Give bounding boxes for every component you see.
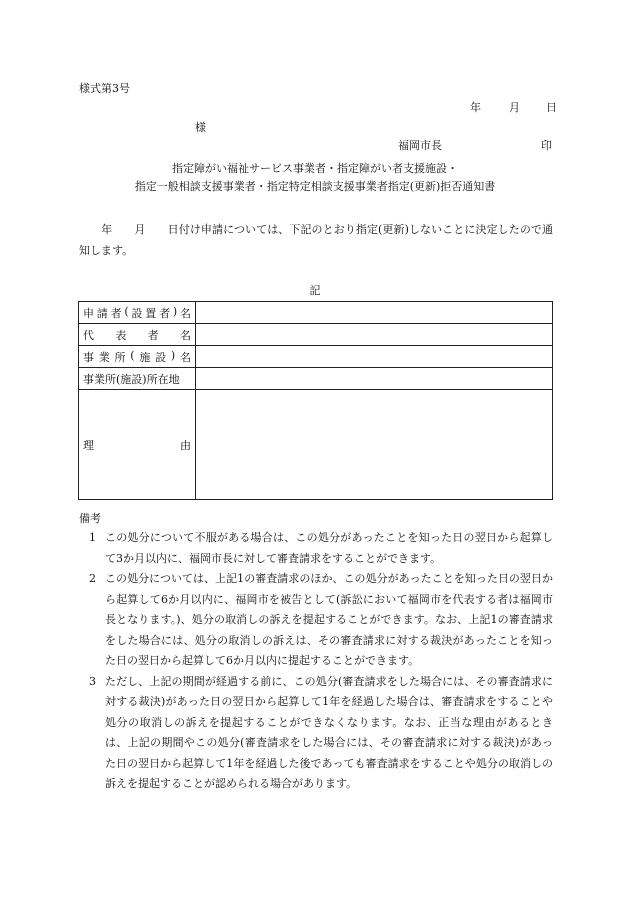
office-address-value	[196, 368, 553, 390]
label-char: 理	[83, 438, 94, 452]
label-char: (	[124, 304, 129, 318]
label-char: )	[172, 304, 178, 318]
note-item	[79, 569, 553, 672]
label-char: 代	[83, 328, 94, 342]
note-number: 2	[89, 572, 96, 585]
label-char: 設	[155, 350, 167, 364]
label-char: 事	[83, 350, 94, 364]
label-char: 申	[83, 306, 94, 320]
note-number: 3	[89, 674, 96, 688]
date-month: 月	[509, 101, 520, 114]
note-number: 1	[89, 531, 96, 544]
note-item	[79, 672, 553, 795]
office-label	[79, 346, 196, 368]
office-value	[196, 346, 553, 368]
date-line	[470, 99, 557, 115]
label-char: 設	[131, 306, 143, 320]
representative-value	[196, 324, 553, 346]
label-char: )	[170, 348, 176, 362]
label-char: 者	[147, 328, 159, 342]
representative-label	[79, 324, 196, 346]
document-title-line-2: 指定一般相談支援事業者・指定特定相談支援事業者指定(更新)拒否通知書	[134, 180, 496, 193]
label-char: 所	[114, 350, 126, 364]
date-year: 年	[470, 101, 481, 114]
label-char: 請	[96, 306, 108, 320]
table-row	[79, 302, 553, 324]
label-char: 名	[179, 306, 191, 320]
reason-value	[196, 390, 553, 500]
label-char: 置	[145, 306, 157, 320]
label-char: 施	[139, 350, 151, 364]
info-table	[78, 301, 553, 500]
label-char: 名	[179, 350, 191, 364]
ki-heading: 記	[309, 284, 321, 297]
note-text: この処分については、上記1の審査請求のほか、この処分があったことを知った日の翌日から起算して6か月以内に、福岡市を被告として(訴訟において福岡市を代表する者は福岡市長となります。)、処分の取消しの訴えを提起することができます。なお、上記1の審査請求をした場合には、処分の取消しの訴えは、その審査請求に対する裁決があったことを知った日の翌日から起算して6か月以内に提起することができます。	[105, 572, 553, 667]
note-text: この処分について不服がある場合は、この処分があったことを知った日の翌日から起算して3か月以内に、福岡市長に対して審査請求をすることができます。	[105, 531, 553, 565]
date-day: 日	[546, 101, 557, 114]
label-char: 者	[159, 306, 171, 320]
note-text: ただし、上記の期間が経過する前に、この処分(審査請求をした場合には、その審査請求に対する裁決)があった日の翌日から起算して1年を経過した場合は、審査請求をすることや処分の取消しの訴えを提起することができなくなります。なお、正当な理由があるときは、上記の期間やこの処分(審査請求をした場合には、その審査請求に対する裁決)があった日の翌日から起算して1年を経過した後であっても審査請求をすることや処分の取消しの訴えを提起することが認められる場合があります。	[105, 674, 553, 790]
notes-list	[79, 528, 553, 795]
form-number: 様式第3号	[79, 82, 130, 95]
table-row	[79, 346, 553, 368]
document-title-line-1: 指定障がい福祉サービス事業者・指定障がい者支援施設・	[172, 162, 458, 175]
label-char: (	[130, 348, 135, 362]
table-row	[79, 324, 553, 346]
reason-label	[79, 390, 196, 500]
label-char: 名	[179, 328, 191, 342]
applicant-value	[196, 302, 553, 324]
seal-mark: 印	[541, 139, 552, 152]
label-char: 由	[180, 438, 191, 452]
applicant-label	[79, 302, 196, 324]
label-char: 業	[98, 350, 110, 364]
table-row	[79, 368, 553, 390]
note-item	[79, 528, 553, 569]
label-char: 表	[115, 328, 127, 342]
table-row	[79, 390, 553, 500]
office-address-label: 事業所(施設)所在地	[79, 368, 196, 390]
notes-title: 備考	[79, 512, 101, 525]
sender: 福岡市長	[398, 139, 442, 152]
body-paragraph: 年 月 日付け申請については、下記のとおり指定(更新)しないことに決定したので通知します。	[79, 223, 553, 257]
label-char: 者	[110, 306, 122, 320]
addressee: 様	[195, 121, 206, 134]
